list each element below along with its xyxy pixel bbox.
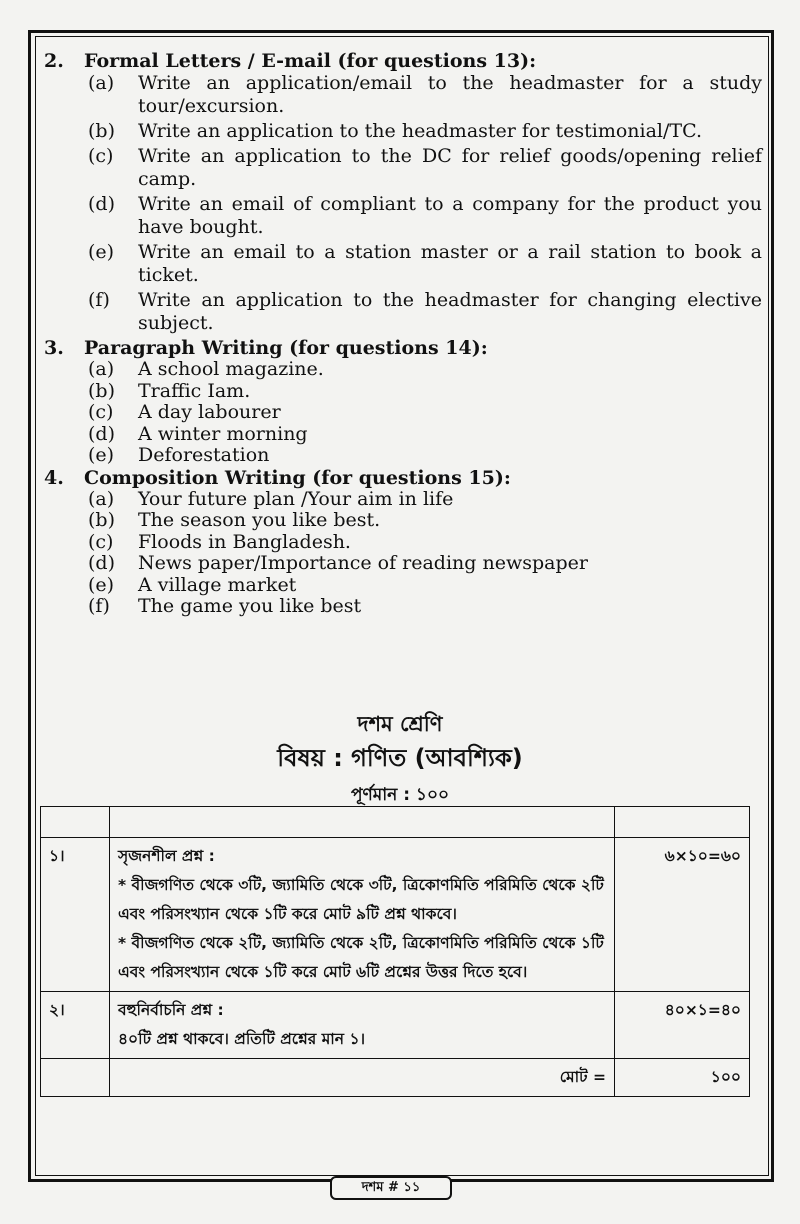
marks-distribution-table xyxy=(40,806,750,1097)
list-item: (b) The season you like best. xyxy=(88,509,381,531)
english-syllabus xyxy=(44,50,762,618)
instruction-line: * বীজগণিত থেকে ২টি, জ্যামিতি থেকে ২টি, ত্রিকোণমিতি পরিমিতি থেকে ১টি এবং পরিসংখ্যান থেকে ১টি করে মোট ৬টি প্রশ্নের উত্তর দিতে হবে। xyxy=(118,934,604,981)
list-item: (a) Your future plan /Your aim in life xyxy=(88,487,454,510)
list-item: (a) Write an application/email to the headmaster for a study tour/excursion. xyxy=(88,72,762,117)
section-formal-letters xyxy=(44,50,762,335)
question-description xyxy=(110,838,615,992)
section-title: Paragraph Writing (for questions 14): xyxy=(84,337,488,359)
section-number: 4. xyxy=(44,466,64,489)
list-item: (d) Write an email of compliant to a company for the product you have bought. xyxy=(88,193,762,238)
list-item: (a) A school magazine. xyxy=(88,358,324,380)
question-type: বহুনির্বাচনি প্রশ্ন : xyxy=(118,1001,224,1019)
list-item: (c) Write an application to the DC for relief goods/opening relief camp. xyxy=(88,145,762,190)
instruction-line: * বীজগণিত থেকে ৩টি, জ্যামিতি থেকে ৩টি, ত্রিকোণমিতি পরিমিতি থেকে ২টি এবং পরিসংখ্যান থেকে ১টি করে মোট ৯টি প্রশ্ন থাকবে। xyxy=(118,876,604,923)
list-item: (f) The game you like best xyxy=(88,595,362,617)
total-value: ১০০ xyxy=(615,1059,750,1097)
section-composition-writing xyxy=(44,467,762,618)
section-number: 3. xyxy=(44,337,64,359)
question-marks: ৪০×১=৪০ xyxy=(615,992,750,1059)
table-row xyxy=(41,992,750,1059)
section-title: Composition Writing (for questions 15): xyxy=(84,466,511,489)
page-number-badge: দশম # ১১ xyxy=(330,1176,452,1200)
question-number: ১। xyxy=(41,838,110,992)
list-item: (e) A village market xyxy=(88,573,297,596)
section-paragraph-writing xyxy=(44,337,762,467)
question-description xyxy=(110,992,615,1059)
list-item: (d) A winter morning xyxy=(88,422,308,445)
list-item: (d) News paper/Importance of reading newspaper xyxy=(88,552,588,574)
list-item: (f) Write an application to the headmaster for changing elective subject. xyxy=(88,289,762,334)
question-number: ২। xyxy=(41,992,110,1059)
question-marks: ৬×১০=৬০ xyxy=(615,838,750,992)
subject-heading: বিষয় : গণিত (আবশ্যিক) xyxy=(277,744,523,772)
question-type: সৃজনশীল প্রশ্ন : xyxy=(118,847,215,865)
full-marks: পূর্ণমান : ১০০ xyxy=(350,785,450,805)
section-number: 2. xyxy=(44,50,64,72)
list-item: (b) Write an application to the headmaster for testimonial/TC. xyxy=(88,120,702,142)
total-label: মোট = xyxy=(110,1059,615,1097)
table-row xyxy=(41,1059,750,1097)
list-item: (c) A day labourer xyxy=(88,401,281,423)
grade-heading: দশম শ্রেণি xyxy=(357,712,443,736)
table-row xyxy=(41,838,750,992)
list-item: (c) Floods in Bangladesh. xyxy=(88,530,351,553)
table-row xyxy=(41,807,750,838)
list-item: (b) Traffic Iam. xyxy=(88,379,251,402)
list-item: (e) Write an email to a station master or a rail station to book a ticket. xyxy=(88,241,762,286)
list-item: (e) Deforestation xyxy=(88,444,270,466)
instruction-line: ৪০টি প্রশ্ন থাকবে। প্রতিটি প্রশ্নের মান ১। xyxy=(118,1030,366,1048)
section-title: Formal Letters / E-mail (for questions 13): xyxy=(84,50,537,72)
